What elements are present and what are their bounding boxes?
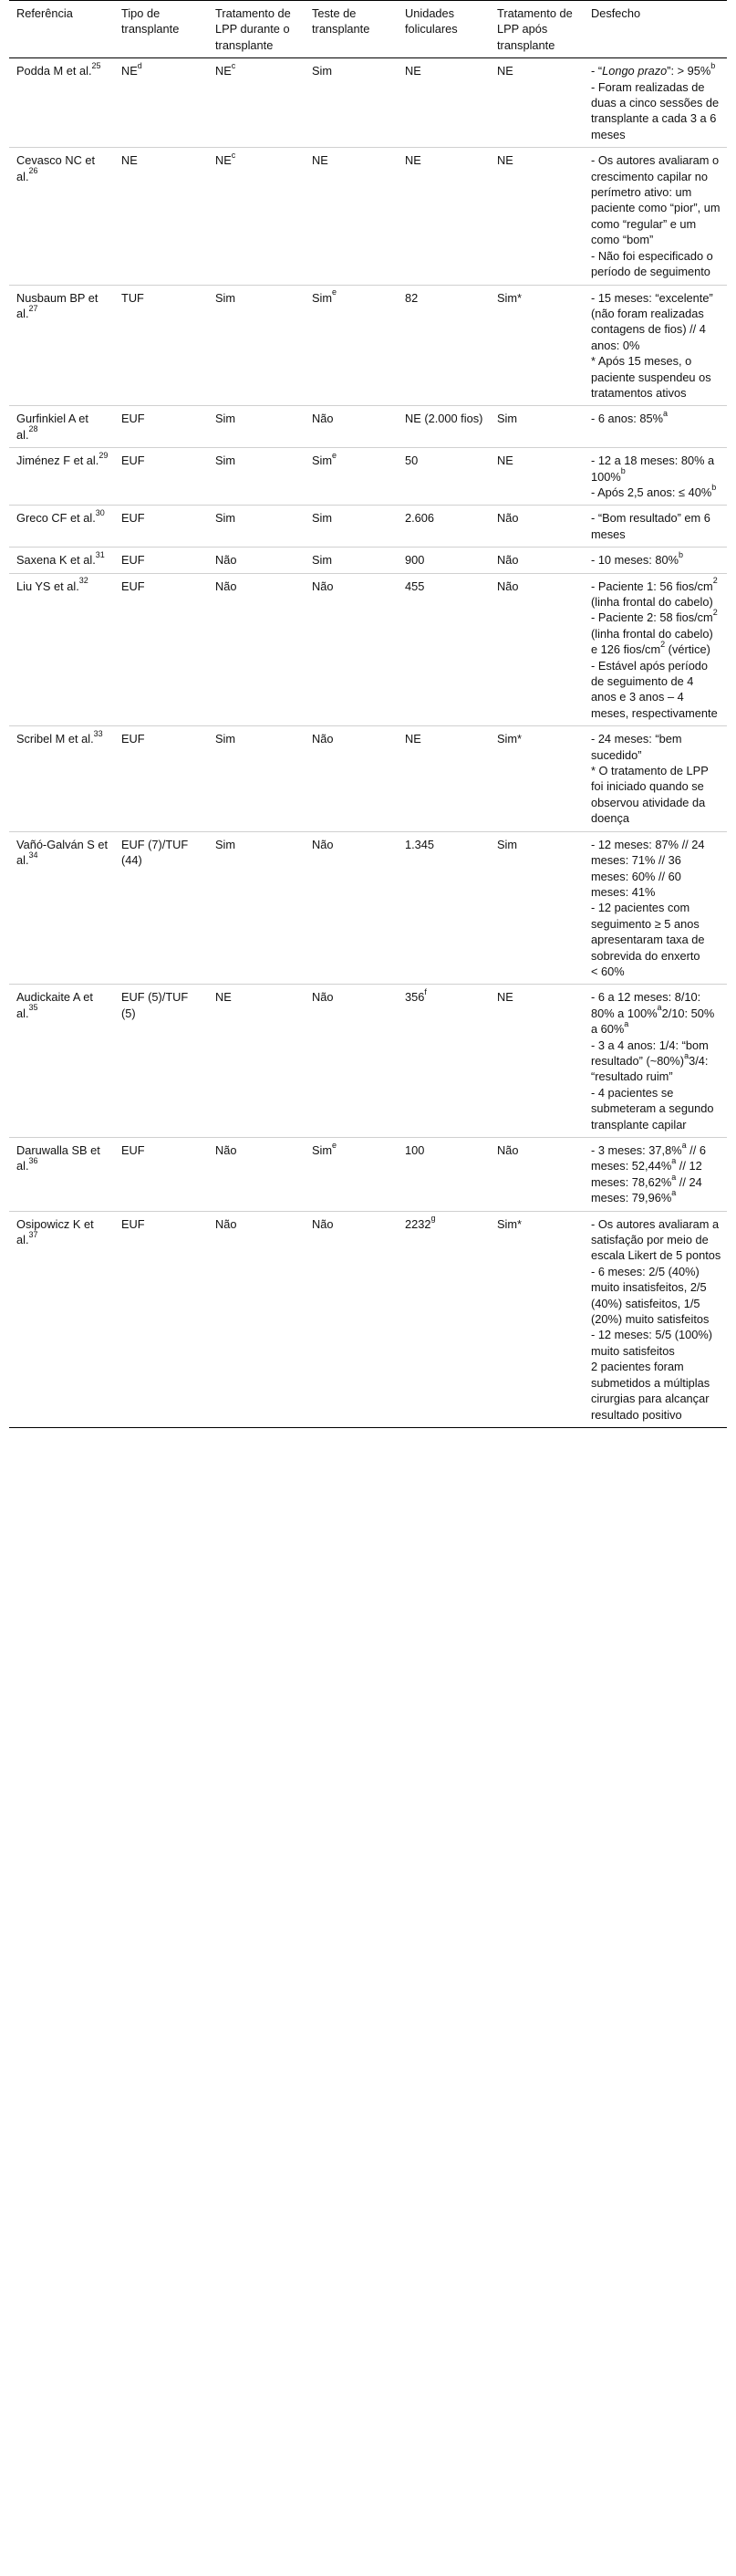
cell-reference-text: Nusbaum BP et al. <box>16 290 98 320</box>
table-row <box>9 285 727 406</box>
cell-reference-text: Podda M et al. <box>16 64 92 78</box>
cell-treatment-during <box>208 548 305 573</box>
cell-transplant-type <box>114 406 208 448</box>
outcome-text: - Os autores avaliaram a satisfação por meio de escala Likert de 5 pontos <box>591 1216 721 1263</box>
cell-reference-text: Osipowicz K et al. <box>16 1216 94 1247</box>
cell-treatment-after <box>490 285 584 406</box>
cell-reference-text: Liu YS et al. <box>16 579 79 593</box>
cell-transplant-test <box>305 1211 398 1427</box>
outcome-text: - Foram realizadas de duas a cinco sessões de transplante a cada 3 a 6 meses <box>591 79 720 141</box>
cell-outcome <box>584 1211 727 1427</box>
outcome-text: // 12 meses: 78,62% <box>591 1159 702 1189</box>
cell-transplant-type-text: EUF <box>121 579 145 593</box>
outcome-footnote: b <box>620 466 626 476</box>
cell-follicular-units-text: 1.345 <box>405 837 435 851</box>
cell-transplant-type-text: EUF <box>121 1143 145 1157</box>
cell-outcome <box>584 148 727 285</box>
cell-reference-footnote: 37 <box>28 1229 38 1239</box>
cell-transplant-test-footnote: e <box>332 287 337 297</box>
cell-reference-text: Vañó-Galván S et al. <box>16 837 109 868</box>
outcome-text: - 24 meses: “bem sucedido” <box>591 732 682 762</box>
cell-treatment-after-text: NE <box>497 990 513 1005</box>
cell-reference-footnote: 32 <box>78 576 88 586</box>
cell-treatment-during <box>208 148 305 285</box>
cell-transplant-type-text: EUF <box>121 1216 145 1231</box>
header-treatment-during: Tratamento de LPP durante o transplante <box>215 6 291 52</box>
cell-treatment-during-text: Sim <box>215 732 236 746</box>
cell-follicular-units-text: 82 <box>405 290 419 305</box>
table-row <box>9 1138 727 1212</box>
cell-follicular-units-text: NE <box>405 732 421 746</box>
cell-reference-text: Cevasco NC et al. <box>16 153 96 183</box>
cell-treatment-during <box>208 985 305 1138</box>
cell-transplant-type-text: EUF <box>121 454 145 468</box>
cell-transplant-type <box>114 58 208 148</box>
cell-follicular-units <box>398 448 490 506</box>
cell-follicular-units-text: 356 <box>405 990 425 1005</box>
cell-transplant-test-text: Não <box>312 837 334 851</box>
cell-follicular-units-footnote: f <box>424 987 427 997</box>
cell-transplant-test <box>305 58 398 148</box>
cell-follicular-units <box>398 1211 490 1427</box>
cell-reference-footnote: 34 <box>28 850 38 860</box>
cell-transplant-type-text: EUF <box>121 553 145 568</box>
cell-reference-text: Scribel M et al. <box>16 732 94 746</box>
cell-follicular-units-text: 900 <box>405 553 425 568</box>
cell-transplant-type-text: NE <box>121 153 138 168</box>
cell-treatment-after-text: Não <box>497 511 519 526</box>
cell-reference <box>9 448 114 506</box>
cell-transplant-type <box>114 985 208 1138</box>
cell-treatment-after <box>490 448 584 506</box>
cell-outcome <box>584 506 727 548</box>
cell-treatment-after-text: Sim* <box>497 732 523 746</box>
outcome-text: (linha frontal do cabelo) <box>591 595 713 609</box>
outcome-footnote: b <box>710 60 716 70</box>
cell-follicular-units <box>398 573 490 726</box>
cell-transplant-test-text: Não <box>312 990 334 1005</box>
outcome-text: Longo prazo <box>602 64 668 78</box>
cell-treatment-after-text: Não <box>497 579 519 593</box>
outcome-text: < 60% <box>591 964 625 978</box>
cell-outcome <box>584 406 727 448</box>
cell-reference <box>9 148 114 285</box>
cell-outcome <box>584 726 727 831</box>
cell-transplant-type <box>114 285 208 406</box>
cell-transplant-type-text: EUF (7)/TUF (44) <box>121 837 189 868</box>
cell-treatment-after-text: Não <box>497 1143 519 1157</box>
outcome-text: - 3 meses: 37,8% <box>591 1143 682 1157</box>
outcome-text: (vértice) <box>665 642 710 657</box>
cell-treatment-after <box>490 726 584 831</box>
cell-transplant-test-text: Sim <box>312 553 333 568</box>
cell-outcome <box>584 1138 727 1212</box>
cell-transplant-test <box>305 726 398 831</box>
cell-transplant-test <box>305 985 398 1138</box>
cell-transplant-test <box>305 448 398 506</box>
cell-transplant-test <box>305 1138 398 1212</box>
outcome-text: - 12 a 18 meses: 80% a 100% <box>591 454 715 484</box>
cell-treatment-during-footnote: c <box>231 150 236 160</box>
cell-transplant-type <box>114 506 208 548</box>
header-follicular-units: Unidades foliculares <box>405 6 458 37</box>
cell-reference <box>9 573 114 726</box>
cell-reference <box>9 726 114 831</box>
table-row <box>9 1211 727 1427</box>
cell-treatment-during-text: NE <box>215 990 232 1005</box>
cell-outcome <box>584 985 727 1138</box>
cell-follicular-units-text: NE (2.000 fios) <box>405 412 483 426</box>
cell-reference-footnote: 30 <box>95 508 105 518</box>
cell-reference-footnote: 33 <box>93 728 103 738</box>
outcome-footnote: a <box>684 1050 689 1060</box>
outcome-text: - 6 anos: 85% <box>591 412 663 426</box>
cell-follicular-units <box>398 831 490 985</box>
table-body <box>9 58 727 1428</box>
cell-transplant-test <box>305 148 398 285</box>
header-row <box>9 1 727 58</box>
cell-follicular-units <box>398 985 490 1138</box>
cell-treatment-after <box>490 985 584 1138</box>
outcome-text: - 6 meses: 2/5 (40%) muito insatisfeitos, 2/5 (40%) satisfeitos, 1/5 (20%) muito satisfeitos <box>591 1264 710 1327</box>
cell-reference <box>9 506 114 548</box>
outcome-text: // 6 meses: 52,44% <box>591 1143 706 1173</box>
cell-follicular-units-text: 455 <box>405 579 425 593</box>
outcome-text: ”: > 95% <box>667 64 711 78</box>
cell-reference-text: Saxena K et al. <box>16 553 96 568</box>
cell-outcome <box>584 285 727 406</box>
cell-reference-footnote: 31 <box>95 549 105 559</box>
cell-transplant-test <box>305 506 398 548</box>
outcome-text: (linha frontal do cabelo) e 126 fios/cm <box>591 626 713 657</box>
cell-follicular-units <box>398 1138 490 1212</box>
cell-transplant-test-footnote: e <box>332 450 337 460</box>
table-row <box>9 726 727 831</box>
cell-treatment-during-text: Sim <box>215 837 236 851</box>
outcome-footnote: 2 <box>712 608 718 618</box>
cell-follicular-units <box>398 406 490 448</box>
results-table <box>9 0 727 1428</box>
outcome-text: - Paciente 1: 56 fios/cm <box>591 579 713 593</box>
cell-treatment-after-text: NE <box>497 454 513 468</box>
cell-follicular-units <box>398 58 490 148</box>
cell-treatment-after <box>490 506 584 548</box>
table-row <box>9 831 727 985</box>
cell-treatment-during <box>208 58 305 148</box>
outcome-text: - 12 meses: 5/5 (100%) muito satisfeitos <box>591 1328 713 1358</box>
table-row <box>9 985 727 1138</box>
header-treatment-after: Tratamento de LPP após transplante <box>497 6 573 52</box>
outcome-text: // 24 meses: 79,96% <box>591 1174 702 1205</box>
cell-outcome <box>584 548 727 573</box>
cell-transplant-type-text: EUF <box>121 511 145 526</box>
cell-transplant-type <box>114 1138 208 1212</box>
cell-transplant-test-text: Sim <box>312 511 333 526</box>
outcome-footnote: a <box>657 1003 662 1013</box>
outcome-footnote: b <box>679 549 684 559</box>
outcome-footnote: a <box>671 1187 677 1197</box>
outcome-text: - 6 a 12 meses: 8/10: 80% a 100% <box>591 990 701 1020</box>
cell-follicular-units-text: NE <box>405 64 421 78</box>
cell-transplant-test <box>305 285 398 406</box>
outcome-text: * Após 15 meses, o paciente suspendeu os tratamentos ativos <box>591 354 711 400</box>
cell-treatment-during-text: Sim <box>215 454 236 468</box>
outcome-text: - 15 meses: “excelente” (não foram realizadas contagens de fios) // 4 anos: 0% <box>591 290 713 352</box>
cell-treatment-after <box>490 831 584 985</box>
cell-transplant-test-text: Sim <box>312 454 333 468</box>
cell-reference-footnote: 28 <box>28 424 38 434</box>
cell-treatment-after <box>490 548 584 573</box>
table-row <box>9 506 727 548</box>
cell-transplant-test <box>305 831 398 985</box>
cell-treatment-after-text: Sim* <box>497 290 523 305</box>
cell-reference-text: Gurfinkiel A et al. <box>16 412 88 442</box>
cell-treatment-during-text: Não <box>215 579 237 593</box>
cell-reference-footnote: 26 <box>28 166 38 176</box>
cell-reference-footnote: 25 <box>91 60 101 70</box>
outcome-text: - 12 pacientes com seguimento ≥ 5 anos apresentaram taxa de sobrevida do enxerto <box>591 901 705 963</box>
cell-follicular-units <box>398 285 490 406</box>
cell-reference <box>9 285 114 406</box>
cell-reference-text: Jiménez F et al. <box>16 454 99 468</box>
cell-treatment-during <box>208 726 305 831</box>
cell-transplant-type <box>114 448 208 506</box>
cell-treatment-after <box>490 406 584 448</box>
cell-reference-text: Daruwalla SB et al. <box>16 1143 100 1173</box>
table-row <box>9 548 727 573</box>
outcome-text: - 12 meses: 87% // 24 meses: 71% // 36 meses: 60% // 60 meses: 41% <box>591 837 705 899</box>
outcome-footnote: a <box>671 1172 677 1182</box>
cell-reference <box>9 831 114 985</box>
outcome-text: - 3 a 4 anos: 1/4: “bom resultado” (~80%) <box>591 1038 709 1068</box>
header-transplant-type: Tipo de transplante <box>121 6 180 37</box>
outcome-text: - Estável após período de seguimento de 4 anos e 3 anos – 4 meses, respectivamente <box>591 658 718 720</box>
cell-transplant-test-text: Não <box>312 732 334 746</box>
cell-reference-footnote: 27 <box>28 303 38 313</box>
cell-transplant-type-text: EUF <box>121 412 145 426</box>
cell-outcome <box>584 831 727 985</box>
cell-follicular-units-text: 2232 <box>405 1216 431 1231</box>
cell-transplant-type <box>114 548 208 573</box>
table-row <box>9 58 727 148</box>
cell-reference <box>9 1138 114 1212</box>
cell-transplant-test <box>305 406 398 448</box>
cell-treatment-during-text: NE <box>215 153 232 168</box>
outcome-footnote: a <box>662 409 668 419</box>
cell-transplant-type-text: EUF (5)/TUF (5) <box>121 990 189 1020</box>
cell-transplant-test-text: Sim <box>312 1143 333 1157</box>
table-header <box>9 1 727 58</box>
header-transplant-test: Teste de transplante <box>312 6 370 37</box>
cell-treatment-during-text: Não <box>215 1143 237 1157</box>
cell-treatment-after-text: Sim <box>497 412 518 426</box>
cell-transplant-type-footnote: d <box>137 60 142 70</box>
cell-treatment-after <box>490 1211 584 1427</box>
cell-reference-footnote: 36 <box>28 1156 38 1166</box>
cell-transplant-test <box>305 573 398 726</box>
cell-follicular-units-text: 100 <box>405 1143 425 1157</box>
cell-reference-text: Audickaite A et al. <box>16 990 93 1020</box>
cell-treatment-during <box>208 573 305 726</box>
cell-treatment-after-text: Sim* <box>497 1216 523 1231</box>
cell-follicular-units-text: NE <box>405 153 421 168</box>
outcome-footnote: a <box>681 1140 687 1150</box>
cell-follicular-units-text: 2.606 <box>405 511 435 526</box>
cell-treatment-during <box>208 506 305 548</box>
cell-treatment-after-text: NE <box>497 64 513 78</box>
cell-transplant-test-text: Não <box>312 579 334 593</box>
cell-treatment-after-text: Sim <box>497 837 518 851</box>
cell-follicular-units <box>398 148 490 285</box>
cell-transplant-type-text: NE <box>121 64 138 78</box>
cell-transplant-type-text: EUF <box>121 732 145 746</box>
cell-outcome <box>584 448 727 506</box>
cell-treatment-after <box>490 573 584 726</box>
table-row <box>9 148 727 285</box>
outcome-text: - 4 pacientes se submeteram a segundo transplante capilar <box>591 1085 714 1132</box>
cell-reference-text: Greco CF et al. <box>16 511 96 526</box>
cell-follicular-units-text: 50 <box>405 454 419 468</box>
cell-treatment-during-footnote: c <box>231 60 236 70</box>
outcome-text: 2 pacientes foram submetidos a múltiplas cirurgias para alcançar resultado positivo <box>591 1360 710 1422</box>
outcome-footnote: a <box>624 1018 629 1028</box>
cell-treatment-during <box>208 406 305 448</box>
outcome-text: - 10 meses: 80% <box>591 553 679 568</box>
cell-treatment-after <box>490 1138 584 1212</box>
cell-treatment-after-text: Não <box>497 553 519 568</box>
cell-outcome <box>584 573 727 726</box>
cell-treatment-during-text: Sim <box>215 511 236 526</box>
cell-reference-footnote: 29 <box>98 450 109 460</box>
outcome-text: - “Bom resultado” em 6 meses <box>591 511 710 541</box>
table-row <box>9 573 727 726</box>
cell-reference <box>9 985 114 1138</box>
header-reference: Referência <box>16 6 73 20</box>
cell-treatment-during <box>208 448 305 506</box>
cell-follicular-units-footnote: g <box>430 1214 436 1224</box>
cell-treatment-during <box>208 1138 305 1212</box>
cell-transplant-test-text: Sim <box>312 290 333 305</box>
cell-reference <box>9 406 114 448</box>
cell-transplant-type-text: TUF <box>121 290 144 305</box>
cell-treatment-during-text: NE <box>215 64 232 78</box>
cell-treatment-during <box>208 285 305 406</box>
cell-follicular-units <box>398 726 490 831</box>
cell-reference <box>9 1211 114 1427</box>
table-row <box>9 448 727 506</box>
cell-transplant-type <box>114 148 208 285</box>
outcome-text: 2/10: 50% a 60% <box>591 1006 715 1037</box>
cell-reference <box>9 548 114 573</box>
outcome-text: - Os autores avaliaram o crescimento capilar no perímetro ativo: um paciente como “pior”, um como “regular” e um como “bom” <box>591 153 720 247</box>
outcome-text: 3/4: “resultado ruim” <box>591 1053 709 1084</box>
cell-treatment-during-text: Não <box>215 553 237 568</box>
cell-follicular-units <box>398 548 490 573</box>
cell-transplant-type <box>114 573 208 726</box>
header-outcome: Desfecho <box>591 6 641 20</box>
outcome-footnote: 2 <box>660 639 666 649</box>
cell-treatment-after-text: NE <box>497 153 513 168</box>
cell-reference <box>9 58 114 148</box>
table-row <box>9 406 727 448</box>
outcome-text: - “ <box>591 64 603 78</box>
cell-treatment-after <box>490 148 584 285</box>
cell-follicular-units <box>398 506 490 548</box>
cell-transplant-test-footnote: e <box>332 1140 337 1150</box>
cell-transplant-type <box>114 726 208 831</box>
outcome-text: * O tratamento de LPP foi iniciado quando se observou atividade da doença <box>591 764 709 826</box>
cell-transplant-test-text: NE <box>312 153 328 168</box>
cell-treatment-during-text: Não <box>215 1216 237 1231</box>
outcome-text: - Após 2,5 anos: ≤ 40% <box>591 485 712 499</box>
cell-treatment-during <box>208 1211 305 1427</box>
cell-reference-footnote: 35 <box>28 1003 38 1013</box>
cell-transplant-test-text: Não <box>312 412 334 426</box>
cell-transplant-type <box>114 1211 208 1427</box>
outcome-footnote: a <box>671 1156 677 1166</box>
cell-treatment-during-text: Sim <box>215 412 236 426</box>
cell-outcome <box>584 58 727 148</box>
outcome-footnote: b <box>711 482 717 492</box>
cell-treatment-during-text: Sim <box>215 290 236 305</box>
cell-transplant-test-text: Não <box>312 1216 334 1231</box>
cell-transplant-type <box>114 831 208 985</box>
outcome-text: - Paciente 2: 58 fios/cm <box>591 610 713 625</box>
cell-treatment-after <box>490 58 584 148</box>
cell-transplant-test <box>305 548 398 573</box>
cell-transplant-test-text: Sim <box>312 64 333 78</box>
outcome-text: - Não foi especificado o período de seguimento <box>591 248 713 279</box>
outcome-footnote: 2 <box>712 576 718 586</box>
cell-treatment-during <box>208 831 305 985</box>
